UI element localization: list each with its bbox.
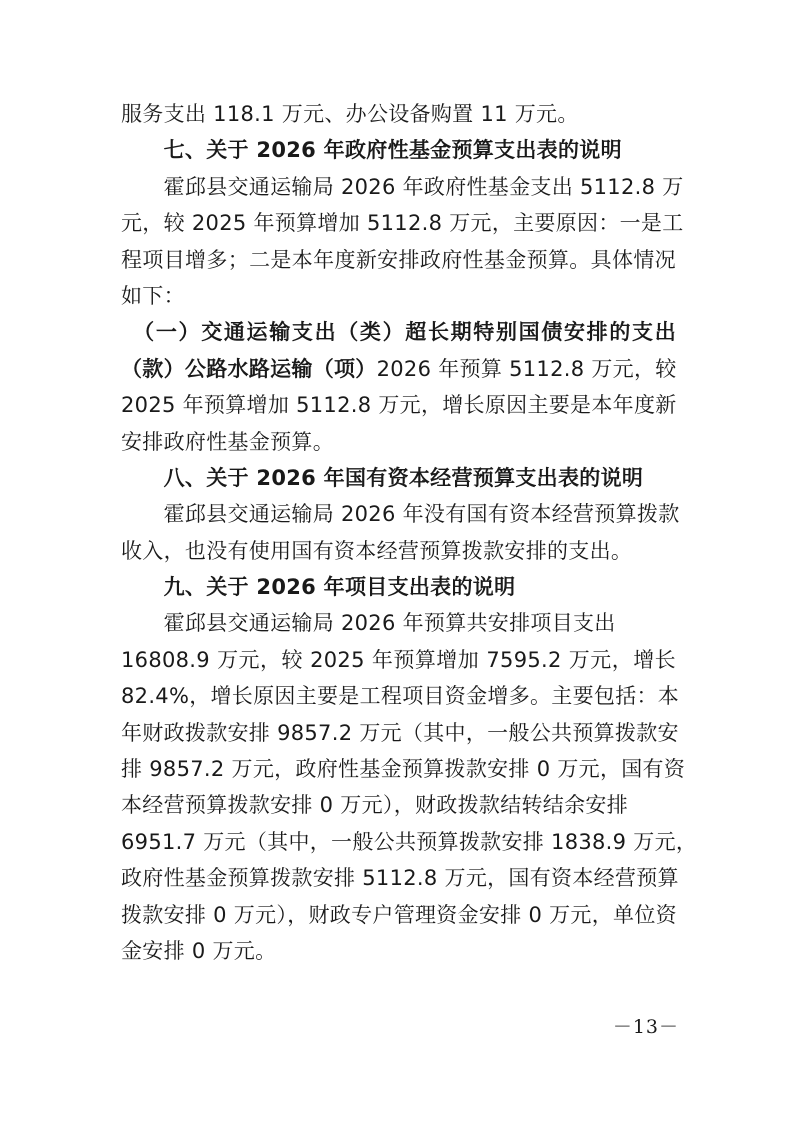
text-line: 2025 年预算增加 5112.8 万元，增长原因主要是本年度新 xyxy=(121,393,677,418)
text-line: 政府性基金预算拨款安排 5112.8 万元，国有资本经营预算 xyxy=(121,866,679,891)
text-line: 霍邱县交通运输局 2026 年政府性基金支出 5112.8 万 xyxy=(121,174,684,199)
text-line: 程项目增多；二是本年度新安排政府性基金预算。具体情况 xyxy=(121,247,676,272)
page-number: －13－ xyxy=(612,1016,679,1038)
text-line: 年财政拨款安排 9857.2 万元（其中，一般公共预算拨款安 xyxy=(121,720,679,745)
text-line: 本经营预算拨款安排 0 万元），财政拨款结转结余安排 xyxy=(121,793,629,818)
text-line: 金安排 0 万元。 xyxy=(121,938,277,963)
text-line xyxy=(121,351,676,387)
text-line: 拨款安排 0 万元），财政专户管理资金安排 0 万元，单位资 xyxy=(121,902,677,927)
section-heading-line: 八、关于 2026 年国有资本经营预算支出表的说明 xyxy=(121,465,644,490)
section-heading-line: 七、关于 2026 年政府性基金预算支出表的说明 xyxy=(121,138,622,163)
text-line: 服务支出 118.1 万元、办公设备购置 11 万元。 xyxy=(121,102,579,126)
text-line: 安排政府性基金预算。 xyxy=(121,429,334,454)
text-line: 霍邱县交通运输局 2026 年没有国有资本经营预算拨款 xyxy=(121,502,680,527)
text-line: 82.4%，增长原因主要是工程项目资金增多。主要包括：本 xyxy=(121,684,680,709)
document-body xyxy=(121,96,698,969)
text-line: 6951.7 万元（其中，一般公共预算拨款安排 1838.9 万元， xyxy=(121,829,698,854)
section-heading-line: 九、关于 2026 年项目支出表的说明 xyxy=(121,575,516,600)
text-line: 收入，也没有使用国有资本经营预算拨款安排的支出。 xyxy=(121,538,633,563)
text-line: 元，较 2025 年预算增加 5112.8 万元，主要原因：一是工 xyxy=(121,211,684,236)
bold-prefix: （款）公路水路运输（项） xyxy=(121,356,377,381)
line-rest: 2026 年预算 5112.8 万元，较 xyxy=(376,356,677,381)
text-line: 霍邱县交通运输局 2026 年预算共安排项目支出 xyxy=(121,611,616,636)
text-line: 16808.9 万元，较 2025 年预算增加 7595.2 万元，增长 xyxy=(121,647,676,672)
text-line: 如下： xyxy=(121,283,185,308)
text-line: 排 9857.2 万元，政府性基金预算拨款安排 0 万元，国有资 xyxy=(121,757,686,782)
section-heading-line: （一）交通运输支出（类）超长期特别国债安排的支出 xyxy=(121,320,676,345)
